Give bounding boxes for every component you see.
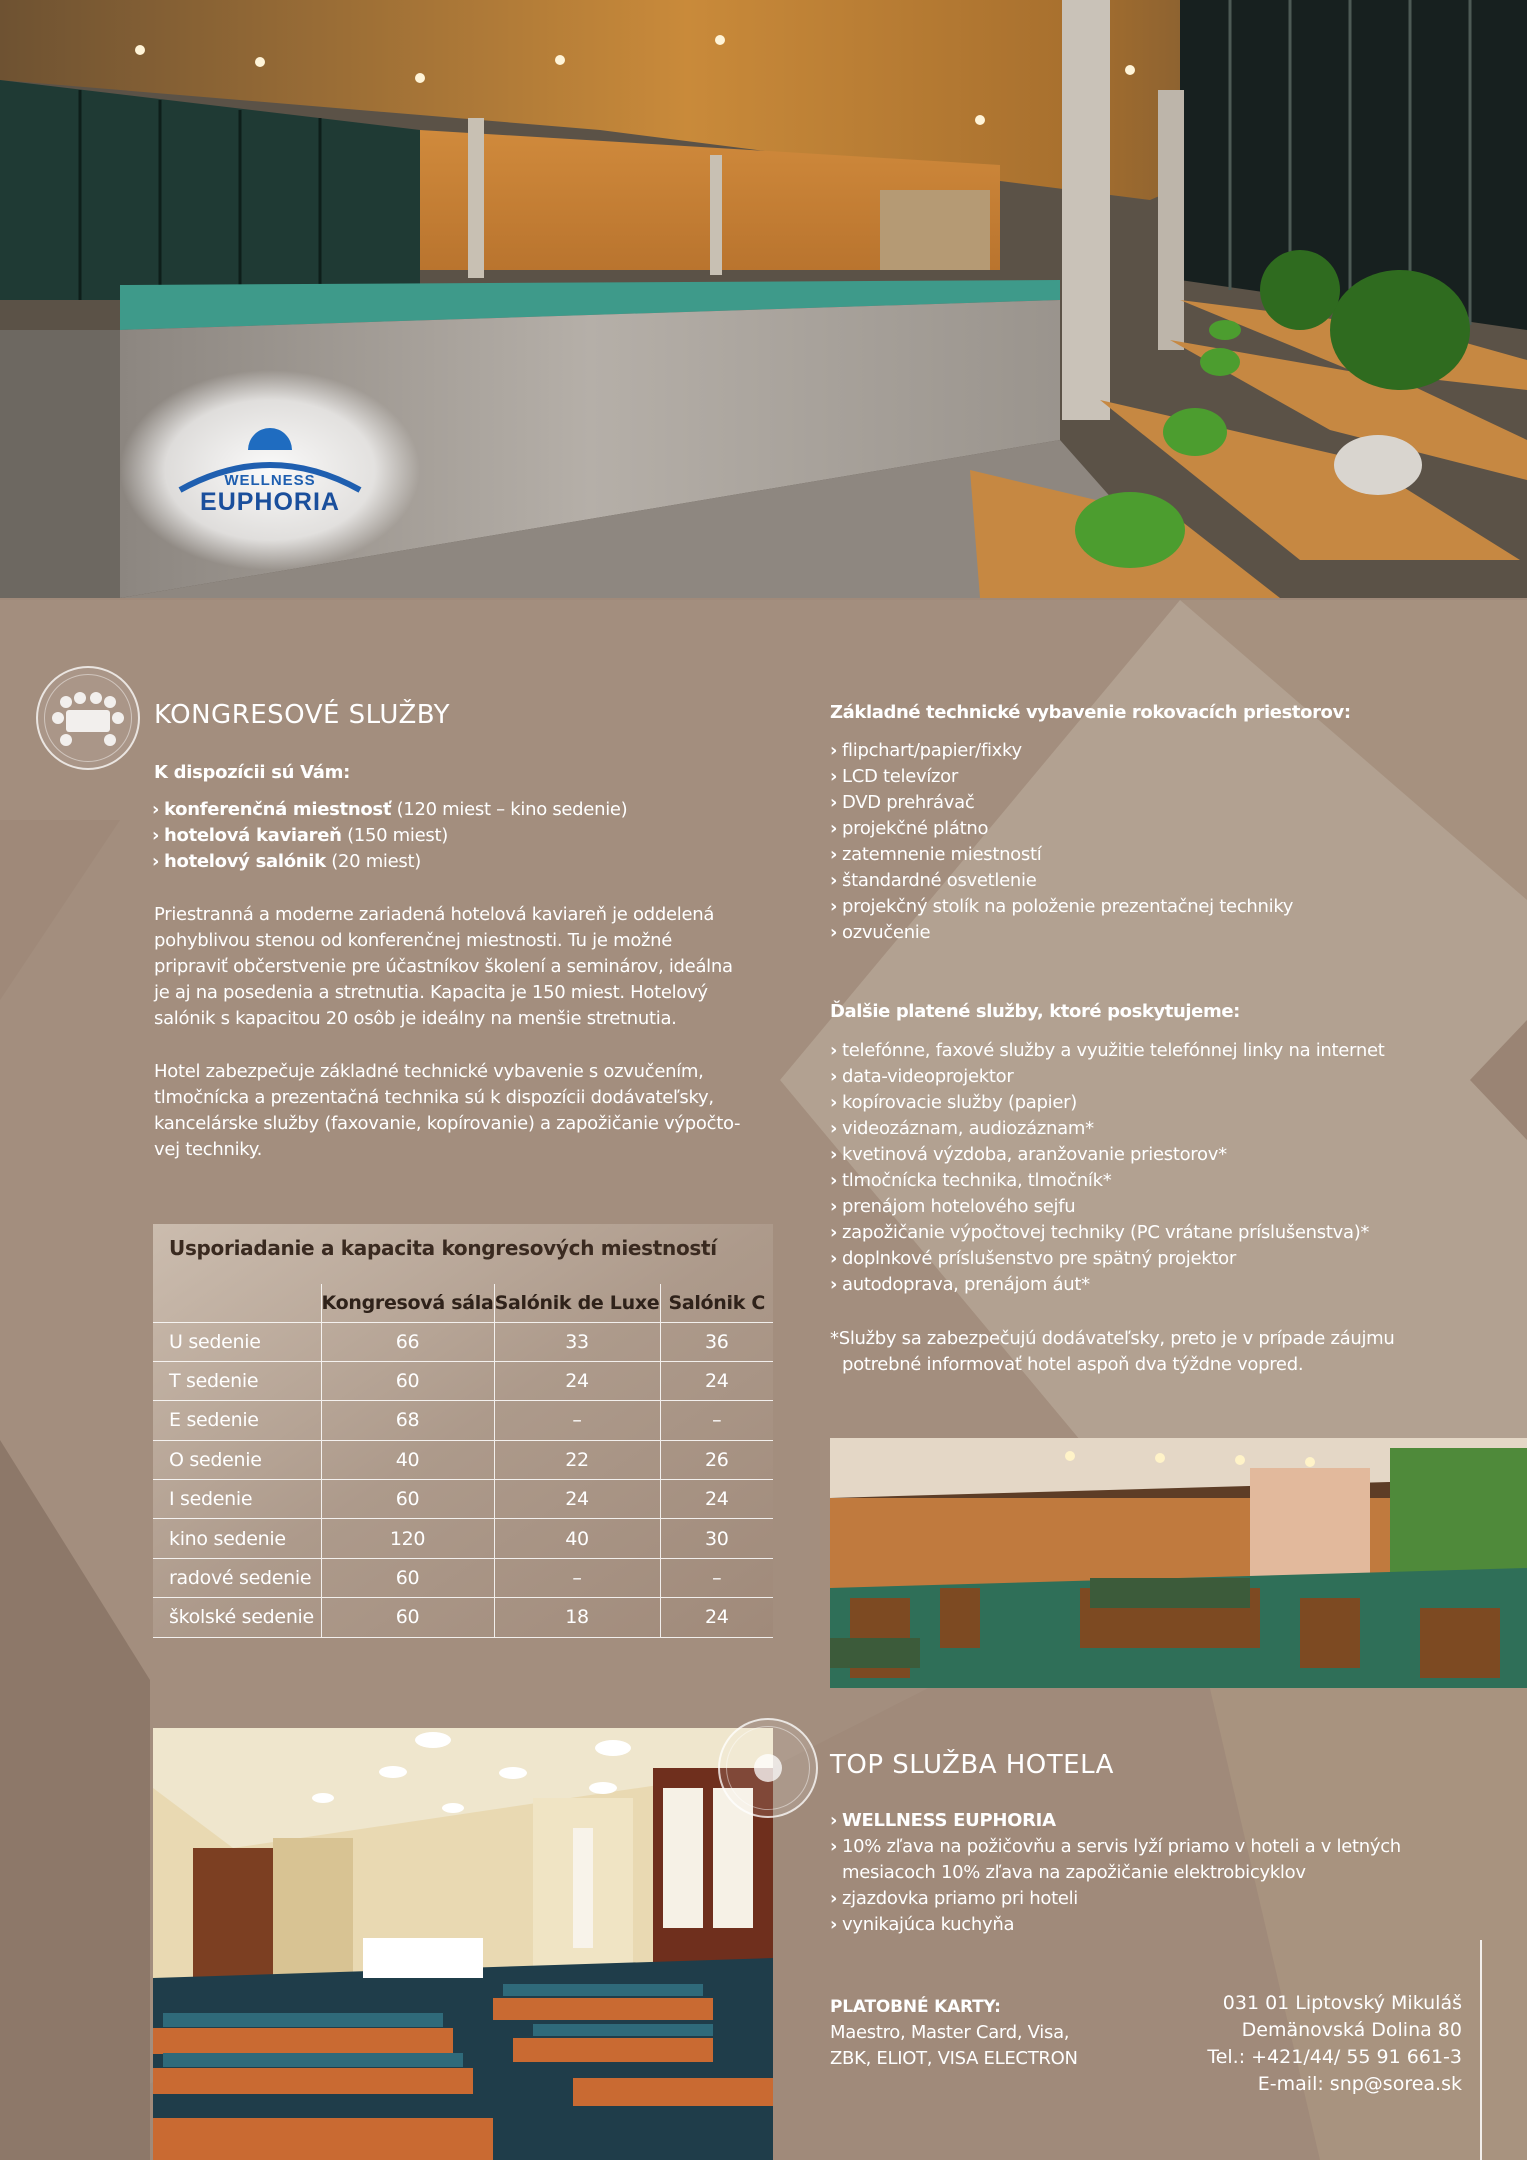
rooms-list bbox=[152, 797, 627, 875]
paid-item: › telefónne, faxové služby a využitie telefónnej linky na internet bbox=[830, 1038, 1384, 1064]
tech-item: › DVD prehrávač bbox=[830, 790, 1293, 816]
tech-item: › flipchart/papier/fixky bbox=[830, 738, 1293, 764]
decorative-divider bbox=[1480, 1940, 1482, 2160]
tech-item: › LCD televízor bbox=[830, 764, 1293, 790]
kongres-paragraph-2: Hotel zabezpečuje základné technické vybavenie s ozvučením, tlmočnícka a prezentačná technika sú k dispozícii dodávateľsky, kancelárske služby (faxovanie, kopírovanie) a zapožičanie výpočto- vej techniky. bbox=[154, 1061, 741, 1160]
table-row: O sedenie 40 22 26 bbox=[153, 1440, 773, 1479]
paid-services-list bbox=[830, 1038, 1384, 1298]
table-row: radové sedenie 60 – – bbox=[153, 1558, 773, 1597]
table-title: Usporiadanie a kapacita kongresových miestností bbox=[169, 1236, 717, 1260]
paid-item: › videozáznam, audiozáznam* bbox=[830, 1116, 1384, 1142]
wellness-euphoria-logo bbox=[165, 412, 375, 532]
top-item: › vynikajúca kuchyňa bbox=[830, 1912, 1401, 1938]
table-row: kino sedenie 120 40 30 bbox=[153, 1519, 773, 1558]
paid-item: › kvetinová výzdoba, aranžovanie priestorov* bbox=[830, 1142, 1384, 1168]
cafe-photo bbox=[830, 1438, 1527, 1688]
tech-list bbox=[830, 738, 1293, 946]
payment-line-2: ZBK, ELIOT, VISA ELECTRON bbox=[830, 2048, 1078, 2069]
top-service-list bbox=[830, 1808, 1401, 1938]
table-header: Kongresová sála bbox=[321, 1284, 494, 1322]
room-item: › konferenčná miestnosť (120 miest – kino sedenie) bbox=[152, 797, 627, 823]
contact-phone: Tel.: +421/44/ 55 91 661-3 bbox=[1207, 2046, 1462, 2068]
payment-label: PLATOBNÉ KARTY: bbox=[830, 1997, 1001, 2017]
table-row: školské sedenie 60 18 24 bbox=[153, 1598, 773, 1637]
contact-address-2: Demänovská Dolina 80 bbox=[1241, 2019, 1462, 2041]
paid-item: › autodoprava, prenájom áut* bbox=[830, 1272, 1384, 1298]
capacity-table-panel bbox=[153, 1224, 773, 1638]
kongres-paragraph-1: Priestranná a moderne zariadená hotelová kaviareň je oddelená pohyblivou stenou od konferenčnej miestnosti. Tu je možné pripraviť občerstvenie pre účastníkov školení a seminárov, ideálna je aj na posedenia a stretnutia. Kapacita je 150 miest. Hotelový salónik s kapacitou 20 osôb je ideálny na menšie stretnutia. bbox=[154, 904, 733, 1029]
table-row: T sedenie 60 24 24 bbox=[153, 1361, 773, 1400]
kongres-intro: K dispozícii sú Vám: bbox=[154, 762, 350, 783]
tech-item: › ozvučenie bbox=[830, 920, 1293, 946]
paid-item: › data-videoprojektor bbox=[830, 1064, 1384, 1090]
table-header-row bbox=[153, 1284, 773, 1322]
table-row: U sedenie 66 33 36 bbox=[153, 1322, 773, 1361]
tech-item: › štandardné osvetlenie bbox=[830, 868, 1293, 894]
paid-item: › prenájom hotelového sejfu bbox=[830, 1194, 1384, 1220]
tech-item: › projekčný stolík na položenie prezentačnej techniky bbox=[830, 894, 1293, 920]
paid-item: › tlmočnícka technika, tlmočník* bbox=[830, 1168, 1384, 1194]
top-item: › 10% zľava na požičovňu a servis lyží priamo v hoteli a v letných bbox=[830, 1834, 1401, 1860]
logo-euphoria-text: EUPHORIA bbox=[200, 488, 340, 516]
top-item-continuation: mesiacoch 10% zľava na zapožičanie elektrobicyklov bbox=[842, 1862, 1306, 1883]
top-item: › WELLNESS EUPHORIA bbox=[830, 1808, 1401, 1834]
tech-item: › zatemnenie miestností bbox=[830, 842, 1293, 868]
logo-wellness-text: WELLNESS bbox=[224, 472, 316, 489]
conference-room-photo bbox=[153, 1728, 773, 2160]
table-row: E sedenie 68 – – bbox=[153, 1401, 773, 1440]
paid-item: › doplnkové príslušenstvo pre spätný projektor bbox=[830, 1246, 1384, 1272]
table-header: Salónik C bbox=[660, 1284, 773, 1322]
room-item: › hotelová kaviareň (150 miest) bbox=[152, 823, 627, 849]
paid-item: › zapožičanie výpočtovej techniky (PC vrátane príslušenstva)* bbox=[830, 1220, 1384, 1246]
paid-item: › kopírovacie služby (papier) bbox=[830, 1090, 1384, 1116]
paid-note: *Služby sa zabezpečujú dodávateľsky, preto je v prípade záujmu potrebné informovať hotel aspoň dva týždne vopred. bbox=[830, 1328, 1395, 1375]
tech-heading: Základné technické vybavenie rokovacích priestorov: bbox=[830, 702, 1351, 723]
paid-heading: Ďalšie platené služby, ktoré poskytujeme: bbox=[830, 1001, 1240, 1022]
tech-item: › projekčné plátno bbox=[830, 816, 1293, 842]
conference-table-icon bbox=[36, 666, 140, 770]
room-item: › hotelový salónik (20 miest) bbox=[152, 849, 627, 875]
table-header: Salónik de Luxe bbox=[494, 1284, 660, 1322]
top-service-heading: TOP SLUŽBA HOTELA bbox=[830, 1750, 1114, 1780]
contact-address-1: 031 01 Liptovský Mikuláš bbox=[1222, 1992, 1462, 2014]
star-service-icon bbox=[718, 1718, 818, 1818]
kongres-heading: KONGRESOVÉ SLUŽBY bbox=[154, 700, 451, 730]
table-row: I sedenie 60 24 24 bbox=[153, 1480, 773, 1519]
contact-email: E-mail: snp@sorea.sk bbox=[1257, 2073, 1462, 2095]
payment-line-1: Maestro, Master Card, Visa, bbox=[830, 2022, 1070, 2043]
top-item: › zjazdovka priamo pri hoteli bbox=[830, 1886, 1401, 1912]
table-header bbox=[153, 1284, 321, 1322]
capacity-table bbox=[153, 1284, 773, 1638]
